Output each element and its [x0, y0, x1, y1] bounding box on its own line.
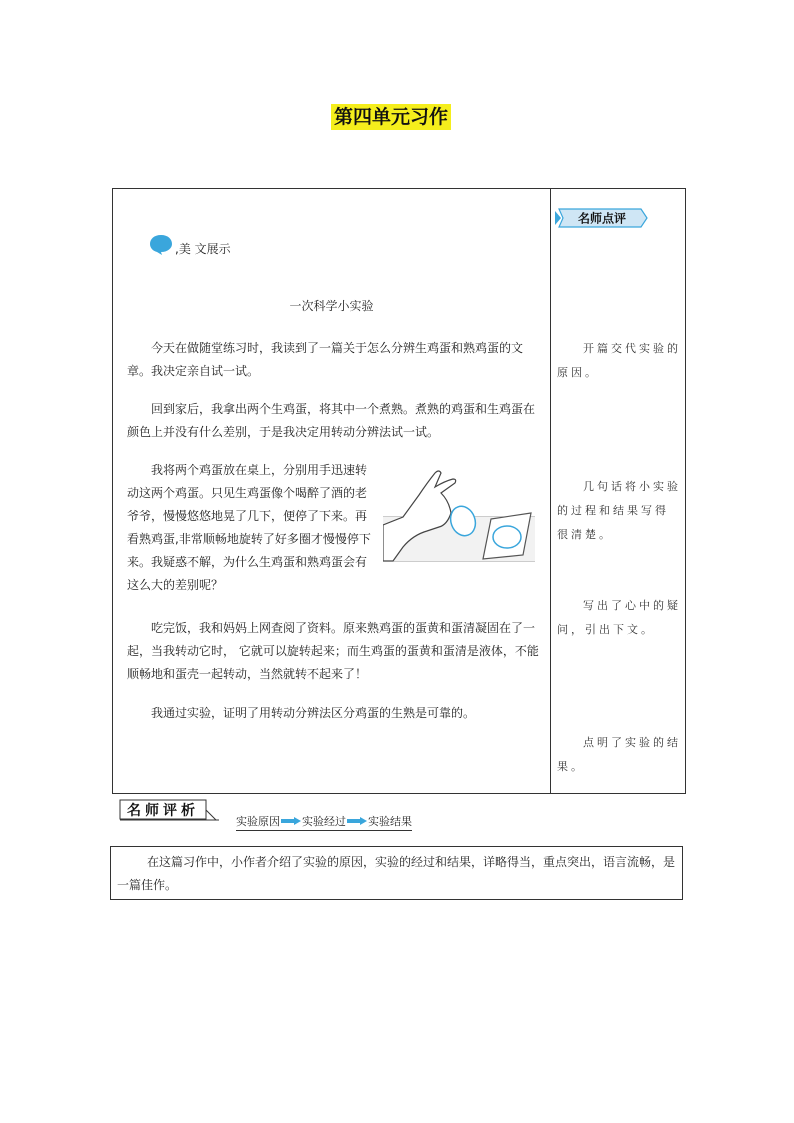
review-label-box [119, 798, 219, 822]
essay-paragraph-3: 我将两个鸡蛋放在桌上，分别用手迅速转动这两个鸡蛋。只见生鸡蛋像个喝醉了酒的老爷爷，慢慢悠悠地晃了几下，便停了下来。再看熟鸡蛋,非常顺畅地旋转了好多圈才慢慢停下来。我疑惑不解，为什么生鸡蛋和熟鸡蛋会有这么大的差别呢？ [127, 463, 371, 592]
review-heading [119, 798, 219, 826]
essay-paragraph-1: 今天在做随堂练习时，我读到了一篇关于怎么分辨生鸡蛋和熟鸡蛋的文章。我决定亲自试一试。 [127, 341, 524, 378]
remark-4: 点明了实验的结果。 [557, 736, 681, 773]
egg-spinning-illustration [383, 465, 535, 577]
review-label-text: 名师评析 [127, 803, 199, 819]
essay-frame [112, 188, 686, 794]
review-summary: 在这篇习作中，小作者介绍了实验的原因，实验的经过和结果，详略得当，重点突出，语言流畅，是一篇佳作。 [110, 846, 683, 900]
arrow-right-icon [347, 817, 367, 825]
essay-title: 一次科学小实验 [289, 299, 374, 313]
flow-step-2: 实验经过 [302, 815, 346, 828]
comment-badge-shape [555, 207, 649, 229]
page-title: 第四单元习作 [331, 104, 451, 130]
remark-1: 开篇交代实验的原因。 [557, 342, 681, 379]
speech-bubble-icon [149, 234, 173, 256]
review-flow [236, 813, 412, 831]
flow-step-1: 实验原因 [236, 815, 280, 828]
remark-2: 几句话将小实验的过程和结果写得很清楚。 [557, 480, 681, 541]
remark-3: 写出了心中的疑问，引出下文。 [557, 599, 681, 636]
arrow-right-icon [281, 817, 301, 825]
comment-badge [555, 207, 649, 233]
essay-paragraph-5: 我通过实验，证明了用转动分辨法区分鸡蛋的生熟是可靠的。 [151, 706, 476, 720]
comment-badge-text: 名师点评 [577, 211, 627, 226]
section-label-text: ,美 文展示 [175, 242, 231, 256]
flow-step-3: 实验结果 [368, 815, 412, 828]
essay-paragraph-4: 吃完饭，我和妈妈上网查阅了资料。原来熟鸡蛋的蛋黄和蛋清凝固在了一起，当我转动它时， 它就可以旋转起来；而生鸡蛋的蛋黄和蛋清是液体，不能顺畅地和蛋壳一起转动，当然就转不起来了！ [127, 621, 539, 681]
essay-paragraph-2: 回到家后，我拿出两个生鸡蛋，将其中一个煮熟。煮熟的鸡蛋和生鸡蛋在颜色上并没有什么差别，于是我决定用转动分辨法试一试。 [127, 402, 536, 439]
section-label [149, 234, 231, 256]
column-divider [550, 189, 551, 793]
